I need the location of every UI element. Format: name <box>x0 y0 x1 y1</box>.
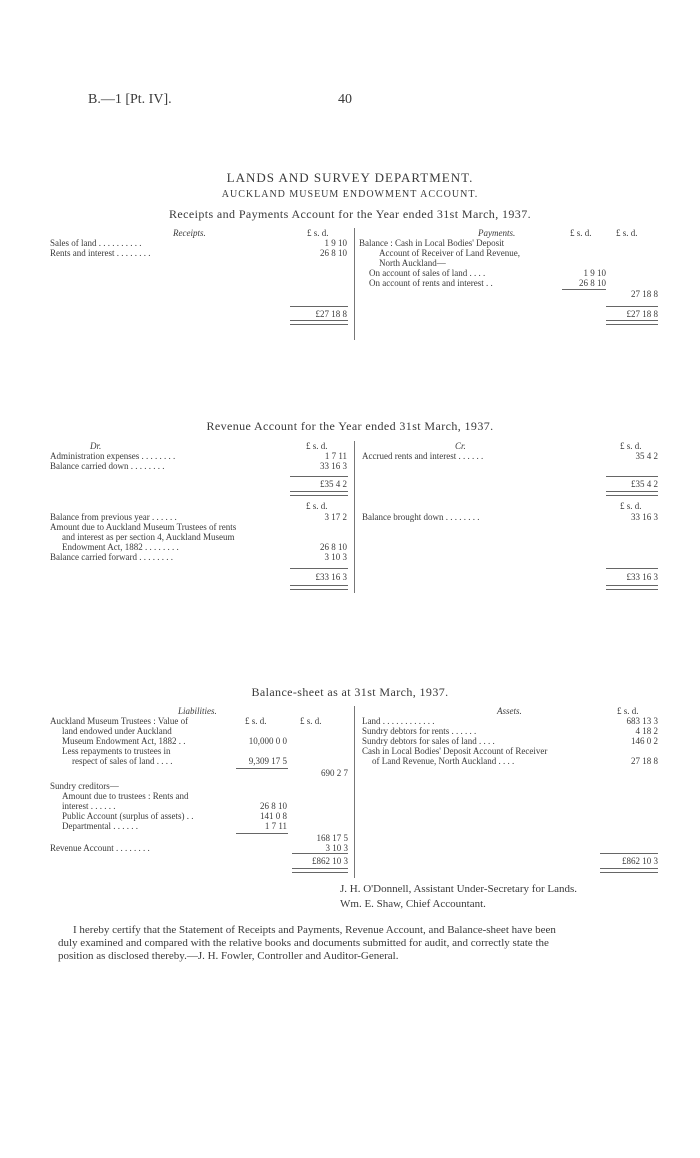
receipt-amount: 26 8 10 <box>320 248 347 258</box>
double-rule <box>606 585 658 590</box>
document-code: B.—1 [Pt. IV]. <box>88 92 172 107</box>
double-rule <box>290 585 348 590</box>
payments-total: £27 18 8 <box>626 309 658 319</box>
double-rule <box>290 491 348 496</box>
asset-amount: 146 0 2 <box>631 736 658 746</box>
rule <box>606 306 658 307</box>
liability-net: 690 2 7 <box>321 768 348 778</box>
liability-line: Departmental . . . . . . <box>62 821 138 831</box>
cr-item-label: Balance brought down . . . . . . . . <box>362 512 480 522</box>
dr-currency-heading: £ s. d. <box>306 501 328 511</box>
payments-heading: Payments. <box>478 228 516 238</box>
asset-amount: 27 18 8 <box>631 756 658 766</box>
signature-line: J. H. O'Donnell, Assistant Under-Secretary for Lands. <box>340 883 577 895</box>
payments-amount: 1 9 10 <box>583 268 606 278</box>
dr-item-label: Balance carried forward . . . . . . . . <box>50 552 173 562</box>
asset-label: Cash in Local Bodies' Deposit Account of Receiver <box>362 746 548 756</box>
rule <box>606 568 658 569</box>
receipt-amount: 1 9 10 <box>324 238 347 248</box>
double-rule <box>606 320 658 325</box>
receipts-payments-title: Receipts and Payments Account for the Year ended 31st March, 1937. <box>169 207 531 221</box>
asset-amount: 4 18 2 <box>635 726 658 736</box>
payments-line: North Auckland— <box>379 258 446 268</box>
liability-line: Amount due to trustees : Rents and <box>62 791 189 801</box>
column-divider <box>354 706 355 878</box>
dr-item-amount: 1 7 11 <box>324 451 347 461</box>
cr-item-label: Accrued rents and interest . . . . . . <box>362 451 484 461</box>
liability-amount: 9,309 17 5 <box>248 756 287 766</box>
receipts-heading: Receipts. <box>173 228 206 238</box>
asset-amount: 683 13 3 <box>626 716 658 726</box>
column-divider <box>354 441 355 593</box>
column-divider <box>354 228 355 340</box>
dr-item-amount: 26 8 10 <box>320 542 347 552</box>
rule <box>292 853 348 854</box>
dr-item-label: Balance carried down . . . . . . . . <box>50 461 165 471</box>
asset-label: Land . . . . . . . . . . . . <box>362 716 435 726</box>
receipt-label: Rents and interest . . . . . . . . <box>50 248 151 258</box>
dr-total: £35 4 2 <box>320 479 347 489</box>
certificate-line: I hereby certify that the Statement of Receipts and Payments, Revenue Account, and Balance-sheet have been <box>73 924 556 936</box>
asset-label: Sundry debtors for sales of land . . . . <box>362 736 495 746</box>
payments-amount: 26 8 10 <box>579 278 606 288</box>
payments-subtotal: 27 18 8 <box>631 289 658 299</box>
signature-line: Wm. E. Shaw, Chief Accountant. <box>340 898 486 910</box>
sundry-creditors-heading: Sundry creditors— <box>50 781 119 791</box>
department-heading: LANDS AND SURVEY DEPARTMENT. <box>226 170 474 185</box>
liabilities-total: £862 10 3 <box>312 856 348 866</box>
cr-currency-heading: £ s. d. <box>620 441 642 451</box>
asset-label: of Land Revenue, North Auckland . . . . <box>372 756 515 766</box>
rule <box>600 853 658 854</box>
rule <box>236 833 288 834</box>
cr-heading: Cr. <box>455 441 466 451</box>
double-rule <box>600 868 658 873</box>
dr-item-label: Balance from previous year . . . . . . <box>50 512 177 522</box>
rule <box>236 768 288 769</box>
asset-label: Sundry debtors for rents . . . . . . <box>362 726 477 736</box>
liabilities-currency-heading: £ s. d. <box>245 716 267 726</box>
revenue-account-title: Revenue Account for the Year ended 31st March, 1937. <box>206 419 494 433</box>
rule <box>606 476 658 477</box>
cr-total: £35 4 2 <box>631 479 658 489</box>
balance-sheet-title: Balance-sheet as at 31st March, 1937. <box>251 685 449 699</box>
dr-item-amount: 3 17 2 <box>324 512 347 522</box>
payments-line: Balance : Cash in Local Bodies' Deposit <box>359 238 505 248</box>
rule <box>290 476 348 477</box>
rule <box>562 289 606 290</box>
liability-line: Less repayments to trustees in <box>62 746 171 756</box>
liability-line: Auckland Museum Trustees : Value of <box>50 716 189 726</box>
account-subtitle: AUCKLAND MUSEUM ENDOWMENT ACCOUNT. <box>221 189 479 200</box>
liability-line: respect of sales of land . . . . <box>72 756 173 766</box>
liability-amount: 3 10 3 <box>325 843 348 853</box>
cr-item-amount: 35 4 2 <box>635 451 658 461</box>
liability-line: Museum Endowment Act, 1882 . . <box>62 736 186 746</box>
liability-line: Revenue Account . . . . . . . . <box>50 843 150 853</box>
payments-line: On account of sales of land . . . . <box>369 268 486 278</box>
assets-heading: Assets. <box>497 706 522 716</box>
liability-amount: 1 7 11 <box>264 821 287 831</box>
payments-currency-heading: £ s. d. <box>570 228 592 238</box>
payments-line: Account of Receiver of Land Revenue, <box>379 248 520 258</box>
assets-currency-heading: £ s. d. <box>617 706 639 716</box>
receipts-currency-heading: £ s. d. <box>307 228 329 238</box>
liability-amount: 10,000 0 0 <box>248 736 287 746</box>
dr-item-label: Endowment Act, 1882 . . . . . . . . <box>62 542 179 552</box>
liability-line: land endowed under Auckland <box>62 726 172 736</box>
page-number: 40 <box>338 92 352 107</box>
payments-currency-heading: £ s. d. <box>616 228 638 238</box>
receipts-total: £27 18 8 <box>315 309 347 319</box>
double-rule <box>290 320 348 325</box>
dr-item-label: Amount due to Auckland Museum Trustees of rents <box>50 522 237 532</box>
cr-item-amount: 33 16 3 <box>631 512 658 522</box>
dr-item-amount: 3 10 3 <box>324 552 347 562</box>
dr-heading: Dr. <box>90 441 102 451</box>
double-rule <box>292 868 348 873</box>
assets-total: £862 10 3 <box>622 856 658 866</box>
certificate-line: duly examined and compared with the relative books and documents submitted for audit, and correctly state the <box>58 937 549 949</box>
dr-item-amount: 33 16 3 <box>320 461 347 471</box>
liabilities-currency-heading: £ s. d. <box>300 716 322 726</box>
payments-line: On account of rents and interest . . <box>369 278 493 288</box>
liability-line: interest . . . . . . <box>62 801 116 811</box>
cr-currency-heading: £ s. d. <box>620 501 642 511</box>
liability-amount: 26 8 10 <box>260 801 287 811</box>
dr-currency-heading: £ s. d. <box>306 441 328 451</box>
cr-total: £33 16 3 <box>626 572 658 582</box>
receipt-label: Sales of land . . . . . . . . . . <box>50 238 142 248</box>
dr-total: £33 16 3 <box>315 572 347 582</box>
liability-line: Public Account (surplus of assets) . . <box>62 811 194 821</box>
certificate-line: position as disclosed thereby.—J. H. Fowler, Controller and Auditor-General. <box>58 950 399 962</box>
double-rule <box>606 491 658 496</box>
rule <box>290 568 348 569</box>
dr-item-label: Administration expenses . . . . . . . . <box>50 451 176 461</box>
liability-amount: 141 0 8 <box>260 811 287 821</box>
creditors-total: 168 17 5 <box>316 833 348 843</box>
liabilities-heading: Liabilities. <box>178 706 217 716</box>
dr-item-label: and interest as per section 4, Auckland Museum <box>62 532 235 542</box>
rule <box>290 306 348 307</box>
